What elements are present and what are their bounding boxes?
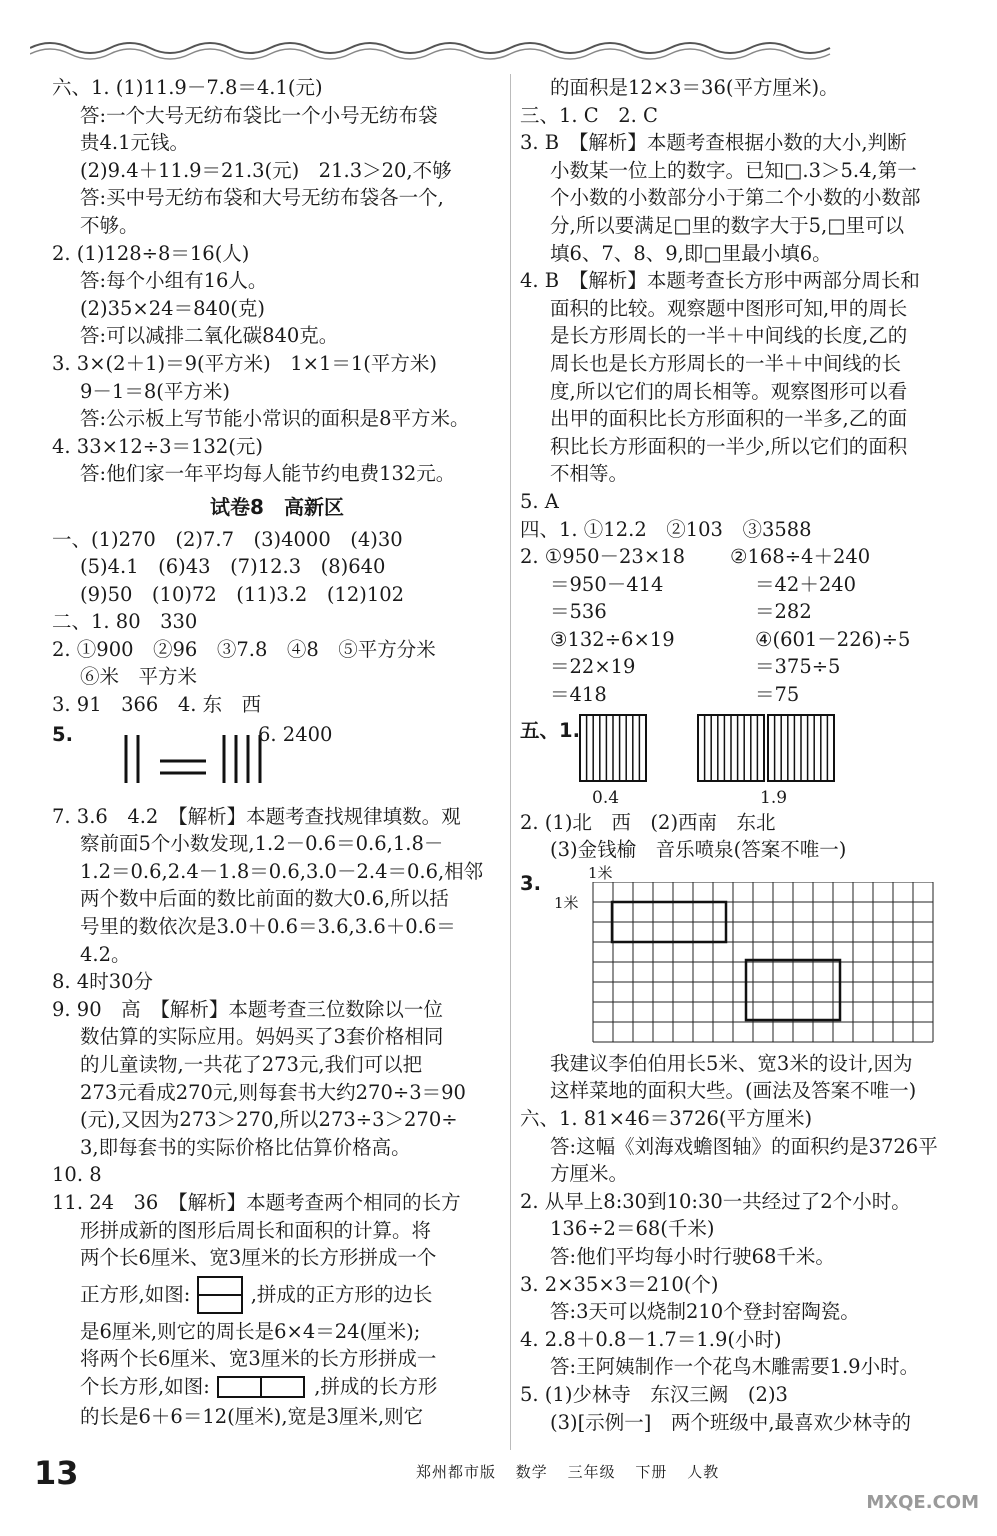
answer-line: 9. 90 高 【解析】本题考查三位数除以一位	[52, 997, 443, 1021]
answer-line: 是长方形周长的一半＋中间线的长度,乙的	[550, 324, 908, 348]
answer-line: 4. 33×12÷3＝132(元)	[52, 434, 263, 458]
answer-line: 我建议李伯伯用长5米、宽3米的设计,因为	[550, 1051, 913, 1075]
calc-left: ＝418	[550, 683, 607, 707]
answer-line: (9)50 (10)72 (11)3.2 (12)102	[80, 582, 405, 606]
answer-line: 答:每个小组有16人。	[80, 269, 268, 293]
answer-line: (2)35×24＝840(克)	[80, 296, 266, 320]
answer-line: 答:3天可以烧制210个登封窑陶瓷。	[550, 1300, 860, 1324]
answer-line: 分,所以要满足□里的数字大于5,□里可以	[550, 213, 905, 237]
answer-line: 7. 3.6 4.2 【解析】本题考查找规律填数。观	[52, 804, 461, 828]
answer-line: 答:一个大号无纺布袋比一个小号无纺布袋	[80, 103, 438, 127]
answer-line: 3,即每套书的实际价格比估算价格高。	[80, 1135, 411, 1159]
answer-line: 4.2。	[80, 942, 131, 966]
answer-line: 8. 4时30分	[52, 970, 154, 994]
decimal-figures-row	[520, 709, 960, 809]
answer-line: 个小数的小数部分小于第二个小数的小数部	[550, 186, 921, 210]
answer-line: 5. A	[520, 489, 559, 513]
calc-row	[520, 598, 960, 626]
answer-line: (2)9.4＋11.9＝21.3(元) 21.3＞20,不够	[80, 158, 452, 182]
answer-line: 答:他们平均每小时行驶68千米。	[550, 1245, 835, 1268]
answer-line: (5)4.1 (6)43 (7)12.3 (8)640	[80, 555, 386, 579]
rect-figure-line	[52, 1373, 502, 1403]
answer-line: 3. 2×35×3＝210(个)	[520, 1272, 719, 1296]
calc-left: ＝536	[550, 600, 607, 624]
answer-line: 察前面5个小数发现,1.2－0.6＝0.6,1.8－	[80, 832, 444, 856]
answer-line: 周长也是长方形周长的一半＋中间线的长	[550, 351, 902, 375]
answer-line: 小数某一位上的数字。已知□.3＞5.4,第一	[550, 158, 917, 182]
answer-line: 3. 3×(2＋1)＝9(平方米) 1×1＝1(平方米)	[52, 351, 437, 375]
q5-row	[52, 719, 502, 803]
answer-line: 号里的数依次是3.0＋0.6＝3.6,3.6＋0.6＝	[80, 915, 456, 939]
answer-line: 积比长方形面积的一半少,所以它们的面积	[550, 434, 908, 458]
calc-row	[520, 571, 960, 599]
square-figure	[196, 1275, 244, 1315]
answer-line: 5. (1)少林寺 东汉三阙 (2)3	[520, 1382, 788, 1406]
calc-row	[520, 543, 960, 571]
answer-line: 9－1＝8(平方米)	[80, 379, 230, 403]
answer-line: 4. 2.8＋0.8－1.7＝1.9(小时)	[520, 1327, 782, 1351]
footer-subject: 数学	[515, 1463, 548, 1481]
figure-label-0-4: 0.4	[592, 787, 620, 808]
answer-line: 不相等。	[550, 462, 629, 486]
calc-row	[520, 626, 960, 654]
answer-line: 六、1. (1)11.9－7.8＝4.1(元)	[52, 76, 323, 99]
rectangle-figure	[216, 1375, 308, 1399]
answer-line: 将两个长6厘米、宽3厘米的长方形拼成一	[80, 1347, 437, 1371]
answer-line: 这样菜地的面积大些。(画法及答案不唯一)	[550, 1079, 917, 1103]
square-text-b: ,拼成的正方形的边长	[250, 1282, 433, 1306]
watermark: MXQE.COM	[866, 1492, 979, 1513]
answer-line: ⑥米 平方米	[80, 665, 198, 689]
answer-line: 是6厘米,则它的周长是6×4＝24(厘米);	[80, 1319, 421, 1343]
answer-line: 答:可以减排二氧化碳840克。	[80, 324, 339, 348]
answer-line: 形拼成新的图形后周长和面积的计算。将	[80, 1218, 432, 1242]
calc-right: ＝282	[755, 600, 812, 624]
answer-line: 的儿童读物,一共花了273元,我们可以把	[80, 1053, 423, 1076]
answer-line: 填6、7、8、9,即□里最小填6。	[550, 241, 832, 265]
decimal-square-0-4	[578, 713, 648, 783]
wavy-header-border	[30, 20, 840, 60]
answer-line: 2. ①900 ②96 ③7.8 ④8 ⑤平方分米	[52, 637, 436, 661]
q6-answer: 6. 2400	[258, 722, 333, 746]
calc-left: ＝22×19	[550, 655, 636, 679]
calc-row	[520, 653, 960, 681]
answer-line: 两个数中后面的数比前面的数大0.6,所以括	[80, 887, 449, 911]
answer-line: 10. 8	[52, 1163, 102, 1187]
section-title: 试卷8 高新区	[210, 494, 344, 519]
answer-line: 贵4.1元钱。	[80, 131, 190, 155]
answer-line: 不够。	[80, 213, 139, 237]
rect-text-a: 个长方形,如图:	[80, 1374, 210, 1398]
grid-top-label: 1米	[588, 863, 613, 882]
answer-line: 1.2＝0.6,2.4－1.8＝0.6,3.0－2.4＝0.6,相邻	[80, 859, 484, 883]
answer-line: (元),又因为273＞270,所以273÷3＞270÷	[80, 1108, 458, 1132]
q5-label: 五、1.	[520, 718, 580, 742]
square-text-a: 正方形,如图:	[80, 1282, 191, 1306]
answer-line: 11. 24 36 【解析】本题考查两个相同的长方	[52, 1190, 461, 1214]
calc-left: ＝950－414	[550, 572, 664, 596]
grid-side-label: 1米	[554, 893, 579, 912]
answer-line: 4. B 【解析】本题考查长方形中两部分周长和	[520, 269, 920, 293]
right-column	[520, 74, 960, 1436]
column-divider	[510, 74, 511, 1450]
answer-line: 答:王阿姨制作一个花鸟木雕需要1.9小时。	[550, 1355, 920, 1379]
answer-line: 答:公示板上写节能小常识的面积是8平方米。	[80, 407, 470, 431]
calc-row	[520, 681, 960, 709]
footer-volume: 下册	[635, 1463, 668, 1481]
calc-left: ③132÷6×19	[550, 627, 675, 651]
answer-line: (3)[示例一] 两个班级中,最喜欢少林寺的	[550, 1410, 912, 1434]
page-number: 13	[34, 1454, 79, 1492]
answer-line: (3)金钱榆 音乐喷泉(答案不唯一)	[550, 838, 847, 862]
answer-line: 273元看成270元,则每套书大约270÷3＝90	[80, 1080, 466, 1104]
answer-line: 2. 从早上8:30到10:30一共经过了2个小时。	[520, 1189, 911, 1213]
calc-right: ＝375÷5	[755, 655, 841, 679]
footer-grade: 三年级	[567, 1463, 616, 1481]
footer-publisher: 人教	[687, 1463, 720, 1481]
answer-line: 度,所以它们的周长相等。观察图形可以看	[550, 379, 908, 403]
calc-left: 2. ①950－23×18	[520, 545, 685, 569]
answer-line: 三、1. C 2. C	[520, 103, 658, 127]
planting-grid	[592, 882, 944, 1044]
calc-right: ＝42＋240	[755, 572, 857, 596]
decimal-squares-1-9	[696, 713, 838, 783]
left-column	[52, 74, 502, 1431]
answer-line: 的面积是12×3＝36(平方厘米)。	[550, 76, 839, 99]
answer-line: 方厘米。	[550, 1162, 629, 1186]
footer	[416, 1461, 733, 1482]
answer-line: 的长是6＋6＝12(厘米),宽是3厘米,则它	[80, 1404, 424, 1428]
answer-line: 3. 91 366 4. 东 西	[52, 693, 262, 717]
q5-label: 5.	[52, 722, 73, 746]
rect-text-b: ,拼成的长方形	[314, 1374, 438, 1398]
answer-line: 答:这幅《刘海戏蟾图轴》的面积约是3726平	[550, 1134, 938, 1158]
answer-line: 四、1. ①12.2 ②103 ③3588	[520, 517, 812, 541]
answer-line: 136÷2＝68(千米)	[550, 1217, 715, 1241]
answer-line: 二、1. 80 330	[52, 610, 198, 634]
calc-right: ②168÷4＋240	[730, 545, 871, 569]
calc-right: ④(601－226)÷5	[755, 627, 911, 651]
square-figure-line	[52, 1272, 502, 1318]
answer-line: 六、1. 81×46＝3726(平方厘米)	[520, 1107, 813, 1131]
answer-line: 面积的比较。观察题中图形可知,甲的周长	[550, 296, 908, 320]
answer-line: 3. B 【解析】本题考查根据小数的大小,判断	[520, 131, 907, 155]
answer-line: 答:买中号无纺布袋和大号无纺布袋各一个,	[80, 186, 444, 210]
answer-line: 数估算的实际应用。妈妈买了3套价格相同	[80, 1025, 444, 1049]
answer-line: 答:他们家一年平均每人能节约电费132元。	[80, 462, 456, 486]
answer-line: 2. (1)北 西 (2)西南 东北	[520, 810, 776, 834]
figure-label-1-9: 1.9	[760, 787, 788, 808]
answer-line: 出甲的面积比长方形面积的一半多,乙的面	[550, 407, 908, 431]
grid-figure-row	[520, 864, 960, 1050]
answer-line: 2. (1)128÷8＝16(人)	[52, 241, 250, 265]
q3-label: 3.	[520, 871, 541, 895]
answer-line: 一、(1)270 (2)7.7 (3)4000 (4)30	[52, 527, 403, 551]
calc-right: ＝75	[755, 683, 800, 707]
footer-edition: 郑州都市版	[416, 1463, 497, 1481]
answer-line: 两个长6厘米、宽3厘米的长方形拼成一个	[80, 1246, 437, 1270]
